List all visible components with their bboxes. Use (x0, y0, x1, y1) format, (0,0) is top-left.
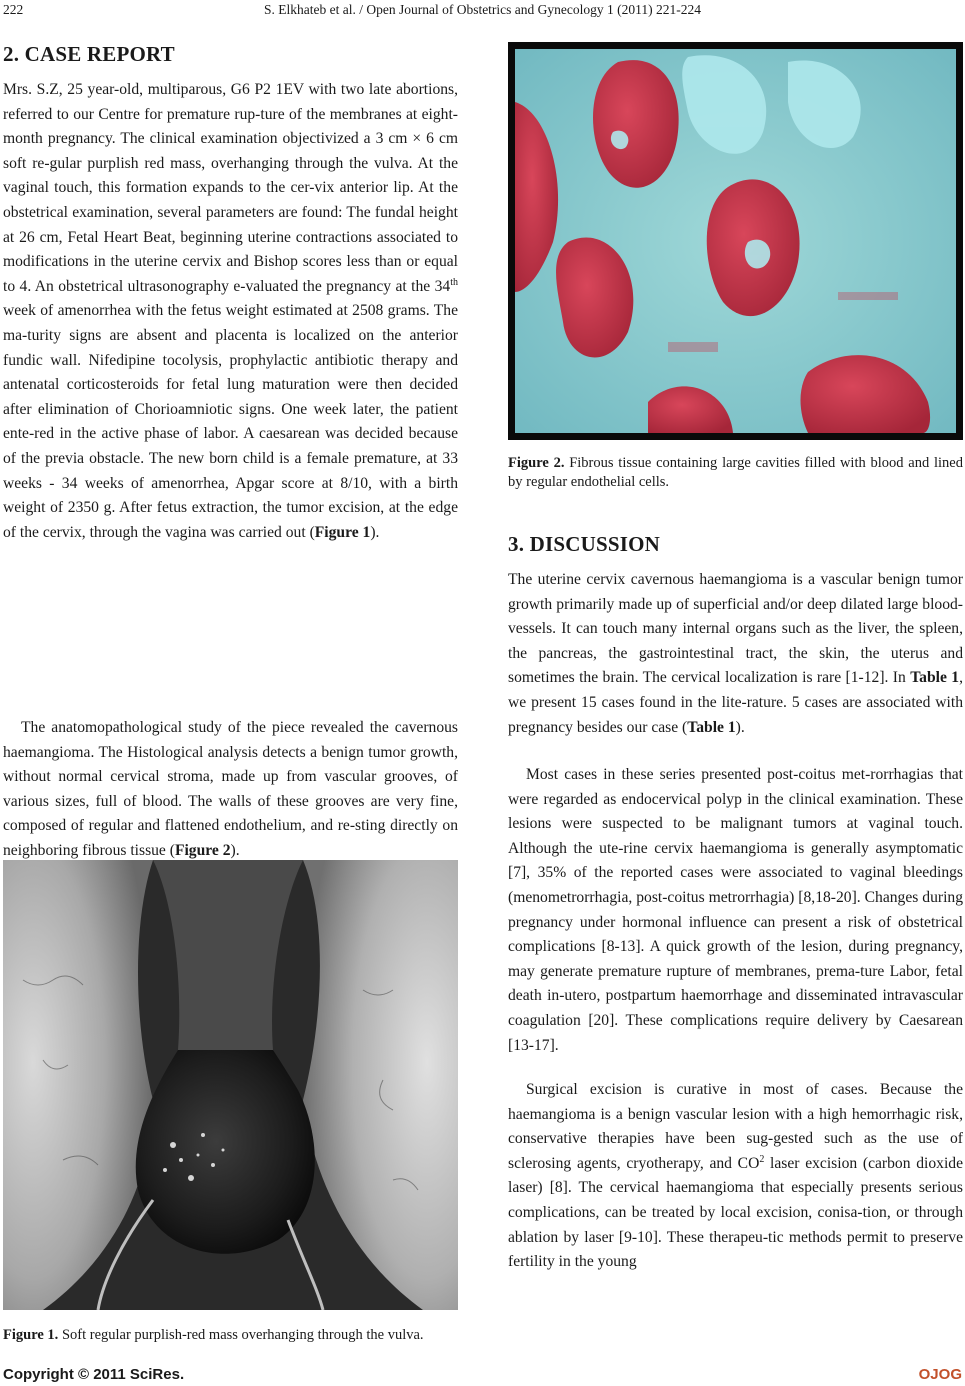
table1-reference[interactable]: Table 1 (910, 669, 960, 687)
case-report-paragraph-1 (3, 78, 458, 545)
discussion-paragraph-2: Most cases in these series presented post-coitus met-rorrhagias that were regarded as endocervical polyp in the clinical examination. These lesions were suspected to be malignant tumors at vaginal touch. Although the ute-rine cervix haemangioma is generally asymptomatic [7], 35% of the reported cases were associated to vaginal bleedings (menometrorrhagia, post-coitus metrorrhagia) [8,18-20]. Changes during pregnancy under hormonal influence can present a risk of obstetrical complications [8-13]. A quick growth of the lesion, during pregnancy, may generate premature rupture of membranes, prema-ture Labor, fetal death in-utero, postpartum haemorrhage and disseminated intravascular coagulation [20]. These complications require delivery by Caesarean [13-17]. (508, 766, 963, 1054)
figure-1-caption (3, 1326, 458, 1345)
caption-text: Fibrous tissue containing large cavities filled with blood and lined by regular endothelial cells. (508, 455, 963, 490)
page-number: 222 (3, 2, 24, 17)
copyright-notice: Copyright © 2011 SciRes. (3, 1366, 185, 1383)
journal-abbreviation: OJOG (918, 1366, 962, 1383)
text-run: Mrs. S.Z, 25 year-old, multiparous, G6 P2 1EV with two late abortions, referred to our Centre for premature rup-ture of the membranes at eight-month pregnancy. The clinical examination objectivized a 3 cm × 6 cm soft re-gular purplish red mass, overhanging through the vulva. At the vaginal touch, this formation expands to the cer-vix anterior lip. At the obstetrical examination, several parameters are found: The fundal height at 26 cm, Fetal Heart Beat, beginning uterine contractions associated to modifications in the uterine cervix and Bishop scores less than or equal to 4. An obstetrical ultrasonography e-valuated the pregnancy at the 34 (3, 81, 458, 295)
case-report-heading: 2. CASE REPORT (3, 42, 175, 66)
text-run: ). (230, 841, 240, 859)
text-run: laser excision (carbon dioxide laser) [8]. The cervical haemangioma that especially presents serious complications, can be treated by local excision, conisa-tion, or through ablation by laser [9-10]. These therapeu-tic methods permit to preserve fertility in the young (508, 1154, 963, 1271)
discussion-heading: 3. DISCUSSION (508, 532, 660, 556)
discussion-paragraph-3 (508, 1078, 963, 1275)
table1-reference[interactable]: Table 1 (687, 718, 736, 736)
figure-1-clinical-photo (3, 860, 458, 1310)
case-report-paragraph-2 (3, 716, 458, 864)
superscript-run: 2 (759, 1153, 765, 1165)
text-run: ). (735, 718, 745, 736)
caption-label: Figure 2. (508, 455, 565, 471)
superscript-run: th (450, 276, 458, 288)
text-run: The uterine cervix cavernous haemangioma is a vascular benign tumor growth primarily made up of superficial and/or deep dilated large blood-vessels. It can touch many internal organs such as the liver, the spleen, the pancreas, the gastrointestinal tract, the skin, the uterus and sometimes the brain. The cervical localization is rare [1-12]. In (508, 571, 963, 687)
running-header (0, 2, 965, 22)
text-run: Surgical excision is curative in most of cases. Because the haemangioma is a benign vascular lesion with a high hemorrhagic risk, conservative therapies have been sug-gested such as the use of sclerosing agents, cryotherapy, and CO (508, 1081, 963, 1172)
text-run: ). (370, 523, 380, 541)
histology-graphic (508, 42, 963, 440)
running-title: S. Elkhateb et al. / Open Journal of Obstetrics and Gynecology 1 (2011) 221-224 (263, 2, 702, 17)
discussion-paragraph-1 (508, 568, 963, 740)
figure-2-histology-image (508, 42, 963, 440)
figure1-reference[interactable]: Figure 1 (314, 523, 371, 541)
caption-text: Soft regular purplish-red mass overhanging through the vulva. (58, 1327, 424, 1343)
text-run: The anatomopathological study of the piece revealed the cavernous haemangioma. The Histological analysis detects a benign tumor growth, without normal cervical stroma, made up from vascular grooves, of various sizes, full of blood. The walls of these grooves are very fine, composed of regular and flattened endothelium, and re-sting directly on neighboring fibrous tissue ( (3, 719, 458, 859)
clinical-photo-graphic (3, 860, 458, 1310)
caption-label: Figure 1. (3, 1327, 59, 1343)
figure2-reference[interactable]: Figure 2 (174, 841, 231, 859)
figure-2-caption (508, 454, 963, 492)
text-run: week of amenorrhea with the fetus weight estimated at 2508 grams. The ma-turity signs are absent and placenta is localized on the anterior fundic wall. Nifedipine tocolysis, prophylactic antibiotic therapy and antenatal corticosteroids for fetal lung maturation were then decided after elimination of Chorioamniotic signs. One week later, the patient ente-red in the active phase of labor. A caesarean was decided because of the previa obstacle. The new born child is a female premature, at 33 weeks - 34 weeks of amenorrhea, Apgar score at 8/10, with a birth weight of 2350 g. After fetus extraction, the tumor excision, at the edge of the cervix, through the vagina was carried out ( (3, 302, 458, 541)
page-footer (0, 1366, 965, 1386)
text-run: , we present 15 cases found in the lite-rature. 5 cases are associated with pregnancy besides our case ( (508, 669, 963, 736)
